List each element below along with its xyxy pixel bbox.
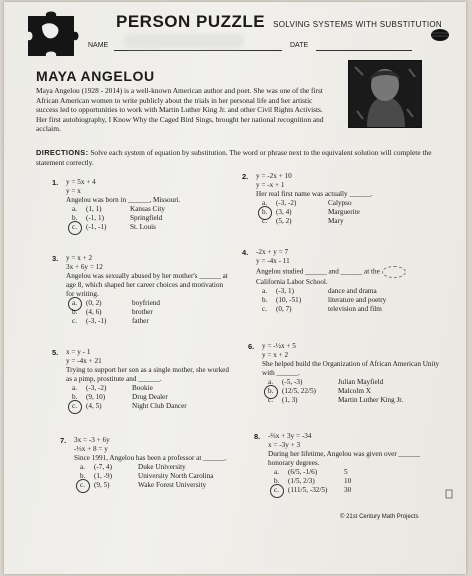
option-answer: Wake Forest University [138,481,207,490]
option-letter: b. [268,387,274,396]
option-letter: a. [72,205,77,213]
option-coord: (-1, 1) [86,214,104,223]
option-answer: Marguerite [328,208,360,217]
option-answer: Drug Dealer [132,393,168,402]
ink-scribble-icon [430,28,450,42]
option-letter: c. [268,396,273,405]
statement: Angelou was sexually abused by her mother's ______ at age 8, which shaped her career choices and motivation for writing. [66,272,228,298]
option-answer: Night Club Dancer [132,402,187,411]
option-a [74,463,250,472]
option-coord: (5, 2) [276,217,292,226]
option-letter: b. [274,477,280,486]
statement: Trying to support her son as a single mother, she worked as a pimp, prostitute and ______. [66,366,229,383]
option-coord: (-3, -2) [86,384,107,392]
problem-7 [60,436,250,491]
option-answer: 30 [344,486,352,495]
option-a [66,384,236,393]
equation-2: -⅓x + 8 = y [74,445,108,453]
option-c [66,223,216,232]
equation-2: 3x + 6y = 12 [66,263,103,271]
directions-text: Solve each system of equation by substitution. The word or phrase next to the equivalent solution will complete the statement correctly. [36,148,432,167]
problem-1 [52,178,216,233]
person-heading: MAYA ANGELOU [36,68,155,84]
option-b [74,472,250,481]
option-answer: Julian Mayfield [338,378,384,386]
equation-2: x = -3y + 3 [268,441,301,449]
option-answer: Calypso [328,199,352,207]
option-answer: Martin Luther King Jr. [338,396,404,405]
option-letter: c. [80,481,85,490]
option-b [66,308,228,317]
option-a [268,468,438,477]
date-label: DATE [290,42,309,49]
option-coord: (111/5, -32/5) [288,486,328,495]
option-coord: (-1, -1) [86,223,107,232]
option-coord: (-7, 4) [94,463,112,471]
statement: She helped build the Organization of African American Unity with ______. [262,360,440,377]
option-coord: (9, 5) [94,481,110,490]
option-answer: 10 [344,477,352,486]
option-c [256,305,440,314]
worksheet-title [116,12,442,32]
name-redaction [124,34,244,48]
equation-1: 3x = -3 + 6y [74,436,110,444]
option-letter: c. [262,305,267,314]
statement: Her real first name was actually ______. [256,190,373,198]
option-answer: dance and drama [328,287,377,295]
problem-number: 4. [242,248,249,257]
option-letter: a. [268,378,273,386]
option-b [256,296,440,305]
problem-6 [248,342,440,406]
statement: During her lifetime, Angelou was given over ______ honorary degrees. [268,450,421,467]
statement-line-2: California Labor School. [256,278,328,286]
problem-number: 7. [60,436,67,445]
option-b [66,393,236,402]
option-answer: father [132,317,149,326]
option-coord: (1/5, 2/3) [288,477,315,486]
option-coord: (4, 5) [86,402,102,411]
problem-number: 8. [254,432,261,441]
option-b [262,387,440,396]
option-letter: c. [262,217,267,226]
equation-1: y = x + 2 [66,254,93,262]
statement [256,266,440,278]
option-answer: brother [132,308,153,317]
option-coord: (-3, -1) [86,317,107,326]
option-c [256,217,426,226]
equation-1: x = y - 1 [66,348,91,356]
option-answer: literature and poetry [328,296,387,305]
option-a [262,378,440,387]
equation-1: -2x + y = 7 [256,248,289,256]
equation-2: y = -x + 1 [256,181,285,189]
date-field-line [316,50,412,51]
problem-4 [242,248,440,315]
option-coord: (0, 7) [276,305,292,314]
option-coord: (9, 10) [86,393,106,402]
statement-line-1: Angelou studied ______ and ______ at the [256,267,380,276]
option-answer: 5 [344,468,348,476]
scribble-mark [382,266,406,278]
title-subtitle: SOLVING SYSTEMS WITH SUBSTITUTION [273,20,443,29]
pencil-mark-icon [444,488,454,500]
option-letter: b. [262,208,268,217]
directions-paragraph [36,148,432,167]
option-a [256,199,426,208]
option-letter: c. [72,223,77,232]
problem-8 [254,432,438,496]
option-answer: Mary [328,217,344,226]
option-answer: television and film [328,305,382,314]
title-main: PERSON PUZZLE [116,12,266,31]
name-label: NAME [88,42,109,49]
problem-2 [242,172,426,227]
option-letter: a. [72,299,77,307]
statement: Since 1991, Angelou has been a professor at ______. [74,454,227,462]
problem-number: 3. [52,254,59,263]
option-b [268,477,438,486]
option-c [66,402,236,411]
option-b [66,214,216,223]
worksheet-page [4,2,466,574]
option-answer: Malcolm X [338,387,371,396]
option-letter: b. [72,393,78,402]
option-letter: c. [72,402,77,411]
equation-1: y = 5x + 4 [66,178,96,186]
problem-number: 5. [52,348,59,357]
option-coord: (-5, -3) [282,378,303,386]
option-coord: (0, 2) [86,299,102,307]
option-coord: (1, 1) [86,205,102,213]
equation-2: y = x [66,187,81,195]
equation-2: y = -4x + 21 [66,357,102,365]
equation-2: y = -4x - 11 [256,257,290,265]
equation-2: y = x + 2 [262,351,289,359]
option-letter: a. [274,468,279,476]
option-letter: b. [72,214,78,223]
name-field-line [114,50,282,51]
option-c [262,396,440,405]
option-answer: Springfield [130,214,163,223]
footer-credit: © 21st Century Math Projects [340,514,419,520]
bio-paragraph: Maya Angelou (1928 - 2014) is a well-known American author and poet. She was one of the first African American women to write publicly about the trials in her personal life and her artistic success led to opportunities to work with Martin Luther King Jr. and other Civil Rights Activists. Her first autobiography, I Know Why the Caged Bird Sings, brought her national recognition and acclaim. [36,86,324,134]
option-coord: (10, -51) [276,296,302,305]
option-a [256,287,440,296]
option-letter: a. [80,463,85,471]
equation-1: -⅔x + 3y = -34 [268,432,312,440]
option-letter: b. [262,296,268,305]
option-coord: (1, -9) [94,472,112,481]
option-answer: Bookie [132,384,153,392]
option-c [66,317,228,326]
option-c [268,486,438,495]
option-letter: b. [80,472,86,481]
option-coord: (6/5, -1/6) [288,468,318,476]
option-letter: b. [72,308,78,317]
option-coord: (4, 6) [86,308,102,317]
option-a [66,205,216,214]
problem-number: 6. [248,342,255,351]
equation-1: y = -2x + 10 [256,172,292,180]
problem-number: 1. [52,178,59,187]
option-answer: University North Carolina [138,472,214,481]
option-c [74,481,250,490]
option-coord: (-3, -2) [276,199,297,207]
option-answer: Duke University [138,463,186,471]
option-answer: Kansas City [130,205,165,213]
option-coord: (12/5, 22/5) [282,387,316,396]
option-a [66,299,228,308]
puzzle-piece-icon [24,10,82,60]
problem-5 [52,348,236,412]
portrait-photo [348,60,422,128]
problem-3 [52,254,228,327]
option-letter: c. [274,486,279,495]
option-b [256,208,426,217]
option-letter: a. [262,199,267,207]
option-coord: (1, 3) [282,396,298,405]
option-letter: a. [262,287,267,295]
directions-label: DIRECTIONS: [36,148,89,157]
option-answer: St. Louis [130,223,156,232]
option-letter: c. [72,317,77,326]
option-letter: a. [72,384,77,392]
option-coord: (-3, 1) [276,287,294,295]
equation-1: y = -½x + 5 [262,342,296,350]
problem-number: 2. [242,172,249,181]
statement: Angelou was born in ______, Missouri. [66,196,181,204]
option-answer: boyfriend [132,299,160,307]
option-coord: (3, 4) [276,208,292,217]
